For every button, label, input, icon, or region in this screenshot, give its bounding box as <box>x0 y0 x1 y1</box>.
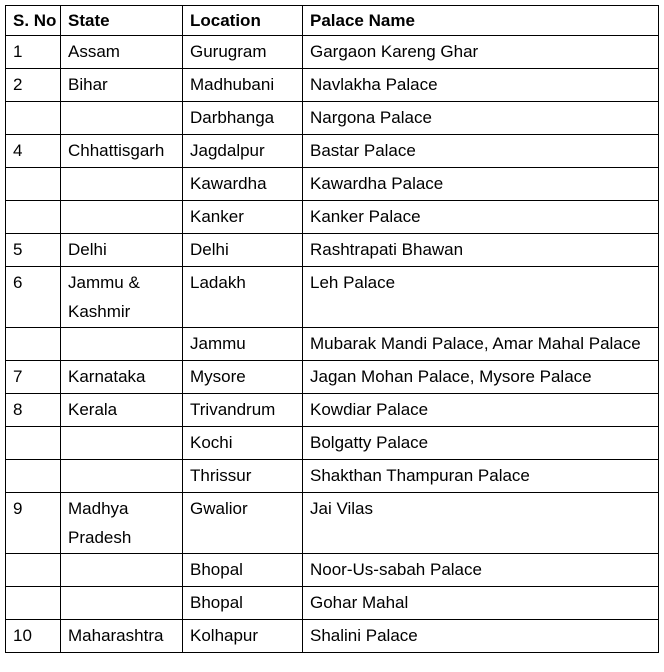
table-row <box>6 361 659 394</box>
palace-table <box>5 5 659 653</box>
header-palace-name: Palace Name <box>303 6 659 36</box>
table-row <box>6 36 659 69</box>
cell-state: Jammu & Kashmir <box>61 267 183 328</box>
cell-state <box>61 168 183 201</box>
table-row <box>6 267 659 328</box>
cell-sno: 10 <box>6 620 61 653</box>
cell-location: Kawardha <box>183 168 303 201</box>
cell-sno: 4 <box>6 135 61 168</box>
cell-state <box>61 102 183 135</box>
cell-sno <box>6 587 61 620</box>
cell-location: Gurugram <box>183 36 303 69</box>
table-row <box>6 493 659 554</box>
table-header <box>6 6 659 36</box>
cell-sno <box>6 328 61 361</box>
cell-location: Trivandrum <box>183 394 303 427</box>
cell-state: Bihar <box>61 69 183 102</box>
cell-location: Bhopal <box>183 554 303 587</box>
cell-state: Assam <box>61 36 183 69</box>
cell-state <box>61 328 183 361</box>
table-row <box>6 69 659 102</box>
cell-palace-name: Rashtrapati Bhawan <box>303 234 659 267</box>
cell-sno <box>6 168 61 201</box>
cell-state <box>61 587 183 620</box>
cell-palace-name: Kanker Palace <box>303 201 659 234</box>
cell-palace-name: Noor-Us-sabah Palace <box>303 554 659 587</box>
cell-state <box>61 460 183 493</box>
cell-state <box>61 554 183 587</box>
cell-sno <box>6 201 61 234</box>
cell-palace-name: Leh Palace <box>303 267 659 328</box>
table-row <box>6 201 659 234</box>
cell-location: Kanker <box>183 201 303 234</box>
cell-sno: 9 <box>6 493 61 554</box>
cell-state: Madhya Pradesh <box>61 493 183 554</box>
cell-location: Kochi <box>183 427 303 460</box>
table-row <box>6 168 659 201</box>
table-row <box>6 427 659 460</box>
cell-sno <box>6 460 61 493</box>
table-row <box>6 587 659 620</box>
cell-palace-name: Nargona Palace <box>303 102 659 135</box>
cell-palace-name: Shakthan Thampuran Palace <box>303 460 659 493</box>
table-row <box>6 620 659 653</box>
header-location: Location <box>183 6 303 36</box>
cell-state: Kerala <box>61 394 183 427</box>
cell-sno: 1 <box>6 36 61 69</box>
cell-sno <box>6 427 61 460</box>
cell-sno: 8 <box>6 394 61 427</box>
cell-sno: 5 <box>6 234 61 267</box>
table-row <box>6 554 659 587</box>
table-row <box>6 135 659 168</box>
header-sno: S. No <box>6 6 61 36</box>
cell-state: Delhi <box>61 234 183 267</box>
table-row <box>6 460 659 493</box>
header-state: State <box>61 6 183 36</box>
cell-location: Thrissur <box>183 460 303 493</box>
cell-palace-name: Jagan Mohan Palace, Mysore Palace <box>303 361 659 394</box>
cell-state <box>61 201 183 234</box>
table-row <box>6 328 659 361</box>
cell-palace-name: Gargaon Kareng Ghar <box>303 36 659 69</box>
cell-sno <box>6 554 61 587</box>
cell-location: Jagdalpur <box>183 135 303 168</box>
cell-sno: 7 <box>6 361 61 394</box>
table-body <box>6 36 659 653</box>
cell-palace-name: Kawardha Palace <box>303 168 659 201</box>
cell-location: Ladakh <box>183 267 303 328</box>
table-row <box>6 102 659 135</box>
cell-palace-name: Bastar Palace <box>303 135 659 168</box>
cell-location: Darbhanga <box>183 102 303 135</box>
cell-sno <box>6 102 61 135</box>
cell-location: Bhopal <box>183 587 303 620</box>
header-row <box>6 6 659 36</box>
cell-sno: 2 <box>6 69 61 102</box>
table-row <box>6 234 659 267</box>
cell-palace-name: Mubarak Mandi Palace, Amar Mahal Palace <box>303 328 659 361</box>
cell-palace-name: Gohar Mahal <box>303 587 659 620</box>
cell-palace-name: Navlakha Palace <box>303 69 659 102</box>
cell-location: Delhi <box>183 234 303 267</box>
cell-location: Gwalior <box>183 493 303 554</box>
cell-location: Mysore <box>183 361 303 394</box>
cell-location: Jammu <box>183 328 303 361</box>
cell-sno: 6 <box>6 267 61 328</box>
table-row <box>6 394 659 427</box>
cell-location: Kolhapur <box>183 620 303 653</box>
cell-state: Maharashtra <box>61 620 183 653</box>
cell-palace-name: Jai Vilas <box>303 493 659 554</box>
cell-state: Chhattisgarh <box>61 135 183 168</box>
cell-palace-name: Shalini Palace <box>303 620 659 653</box>
cell-state <box>61 427 183 460</box>
cell-location: Madhubani <box>183 69 303 102</box>
cell-state: Karnataka <box>61 361 183 394</box>
cell-palace-name: Kowdiar Palace <box>303 394 659 427</box>
cell-palace-name: Bolgatty Palace <box>303 427 659 460</box>
